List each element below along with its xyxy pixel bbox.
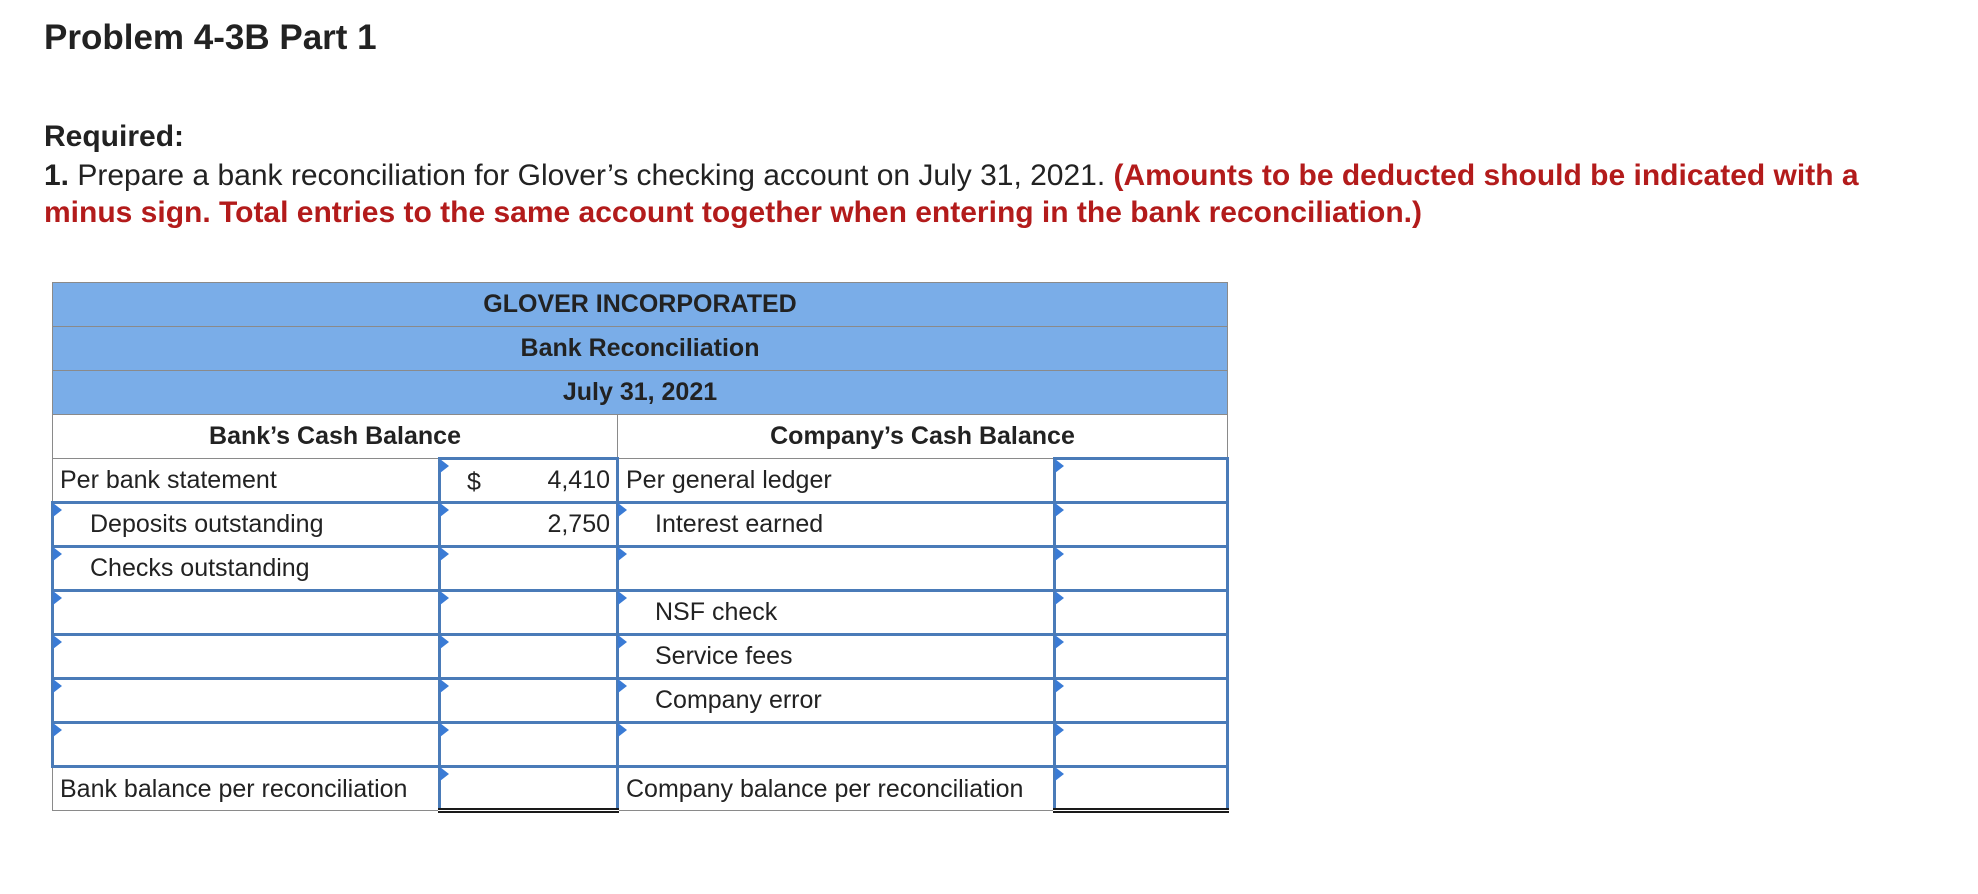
bank-reconciliation-table	[51, 282, 1229, 813]
instruction-text	[44, 157, 1944, 231]
bank-row-amount[interactable]	[440, 679, 618, 723]
company-row-amount[interactable]	[1055, 679, 1228, 723]
company-row-label[interactable]	[618, 547, 1055, 591]
instruction-body: Prepare a bank reconciliation for Glover’s checking account on July 31, 2021.	[69, 159, 1114, 192]
bank-row-amount[interactable]: 2,750	[440, 503, 618, 547]
bank-row-label[interactable]	[53, 723, 440, 767]
bank-row-amount[interactable]	[440, 459, 618, 503]
company-row-amount[interactable]	[1055, 723, 1228, 767]
statement-date: July 31, 2021	[53, 371, 1228, 415]
company-row-label[interactable]: NSF check	[618, 591, 1055, 635]
bank-row-label[interactable]	[53, 591, 440, 635]
company-row-amount[interactable]	[1055, 503, 1228, 547]
bank-row-amount[interactable]	[440, 635, 618, 679]
company-name: GLOVER INCORPORATED	[53, 283, 1228, 327]
company-row-label: Per general ledger	[618, 459, 1055, 503]
company-row-label[interactable]: Interest earned	[618, 503, 1055, 547]
bank-row-label[interactable]	[53, 635, 440, 679]
bank-row-label[interactable]: Deposits outstanding	[53, 503, 440, 547]
company-total-amount[interactable]	[1055, 767, 1228, 811]
bank-row-amount[interactable]	[440, 547, 618, 591]
bank-amount-value: 4,410	[547, 466, 610, 494]
bank-row-label: Per bank statement	[53, 459, 440, 503]
bank-row-amount[interactable]	[440, 723, 618, 767]
company-total-label: Company balance per reconciliation	[618, 767, 1055, 811]
bank-cash-balance-header: Bank’s Cash Balance	[53, 415, 618, 459]
bank-row-amount[interactable]	[440, 591, 618, 635]
company-row-amount[interactable]	[1055, 591, 1228, 635]
bank-total-label: Bank balance per reconciliation	[53, 767, 440, 811]
company-row-amount[interactable]	[1055, 547, 1228, 591]
company-row-label[interactable]: Service fees	[618, 635, 1055, 679]
company-row-label[interactable]: Company error	[618, 679, 1055, 723]
company-row-label[interactable]	[618, 723, 1055, 767]
bank-row-label[interactable]: Checks outstanding	[53, 547, 440, 591]
instruction-note: (Amounts to be deducted should be indicated with a minus sign. Total entries to the same account together when entering in the bank reconciliation.)	[44, 159, 1859, 229]
bank-row-label[interactable]	[53, 679, 440, 723]
bank-total-amount[interactable]	[440, 767, 618, 811]
company-row-amount[interactable]	[1055, 635, 1228, 679]
problem-title: Problem 4-3B Part 1	[44, 18, 377, 57]
company-cash-balance-header: Company’s Cash Balance	[618, 415, 1228, 459]
statement-title: Bank Reconciliation	[53, 327, 1228, 371]
company-row-amount[interactable]	[1055, 459, 1228, 503]
currency-symbol: $	[467, 468, 481, 496]
instruction-number: 1.	[44, 159, 70, 192]
required-label: Required:	[44, 120, 185, 153]
